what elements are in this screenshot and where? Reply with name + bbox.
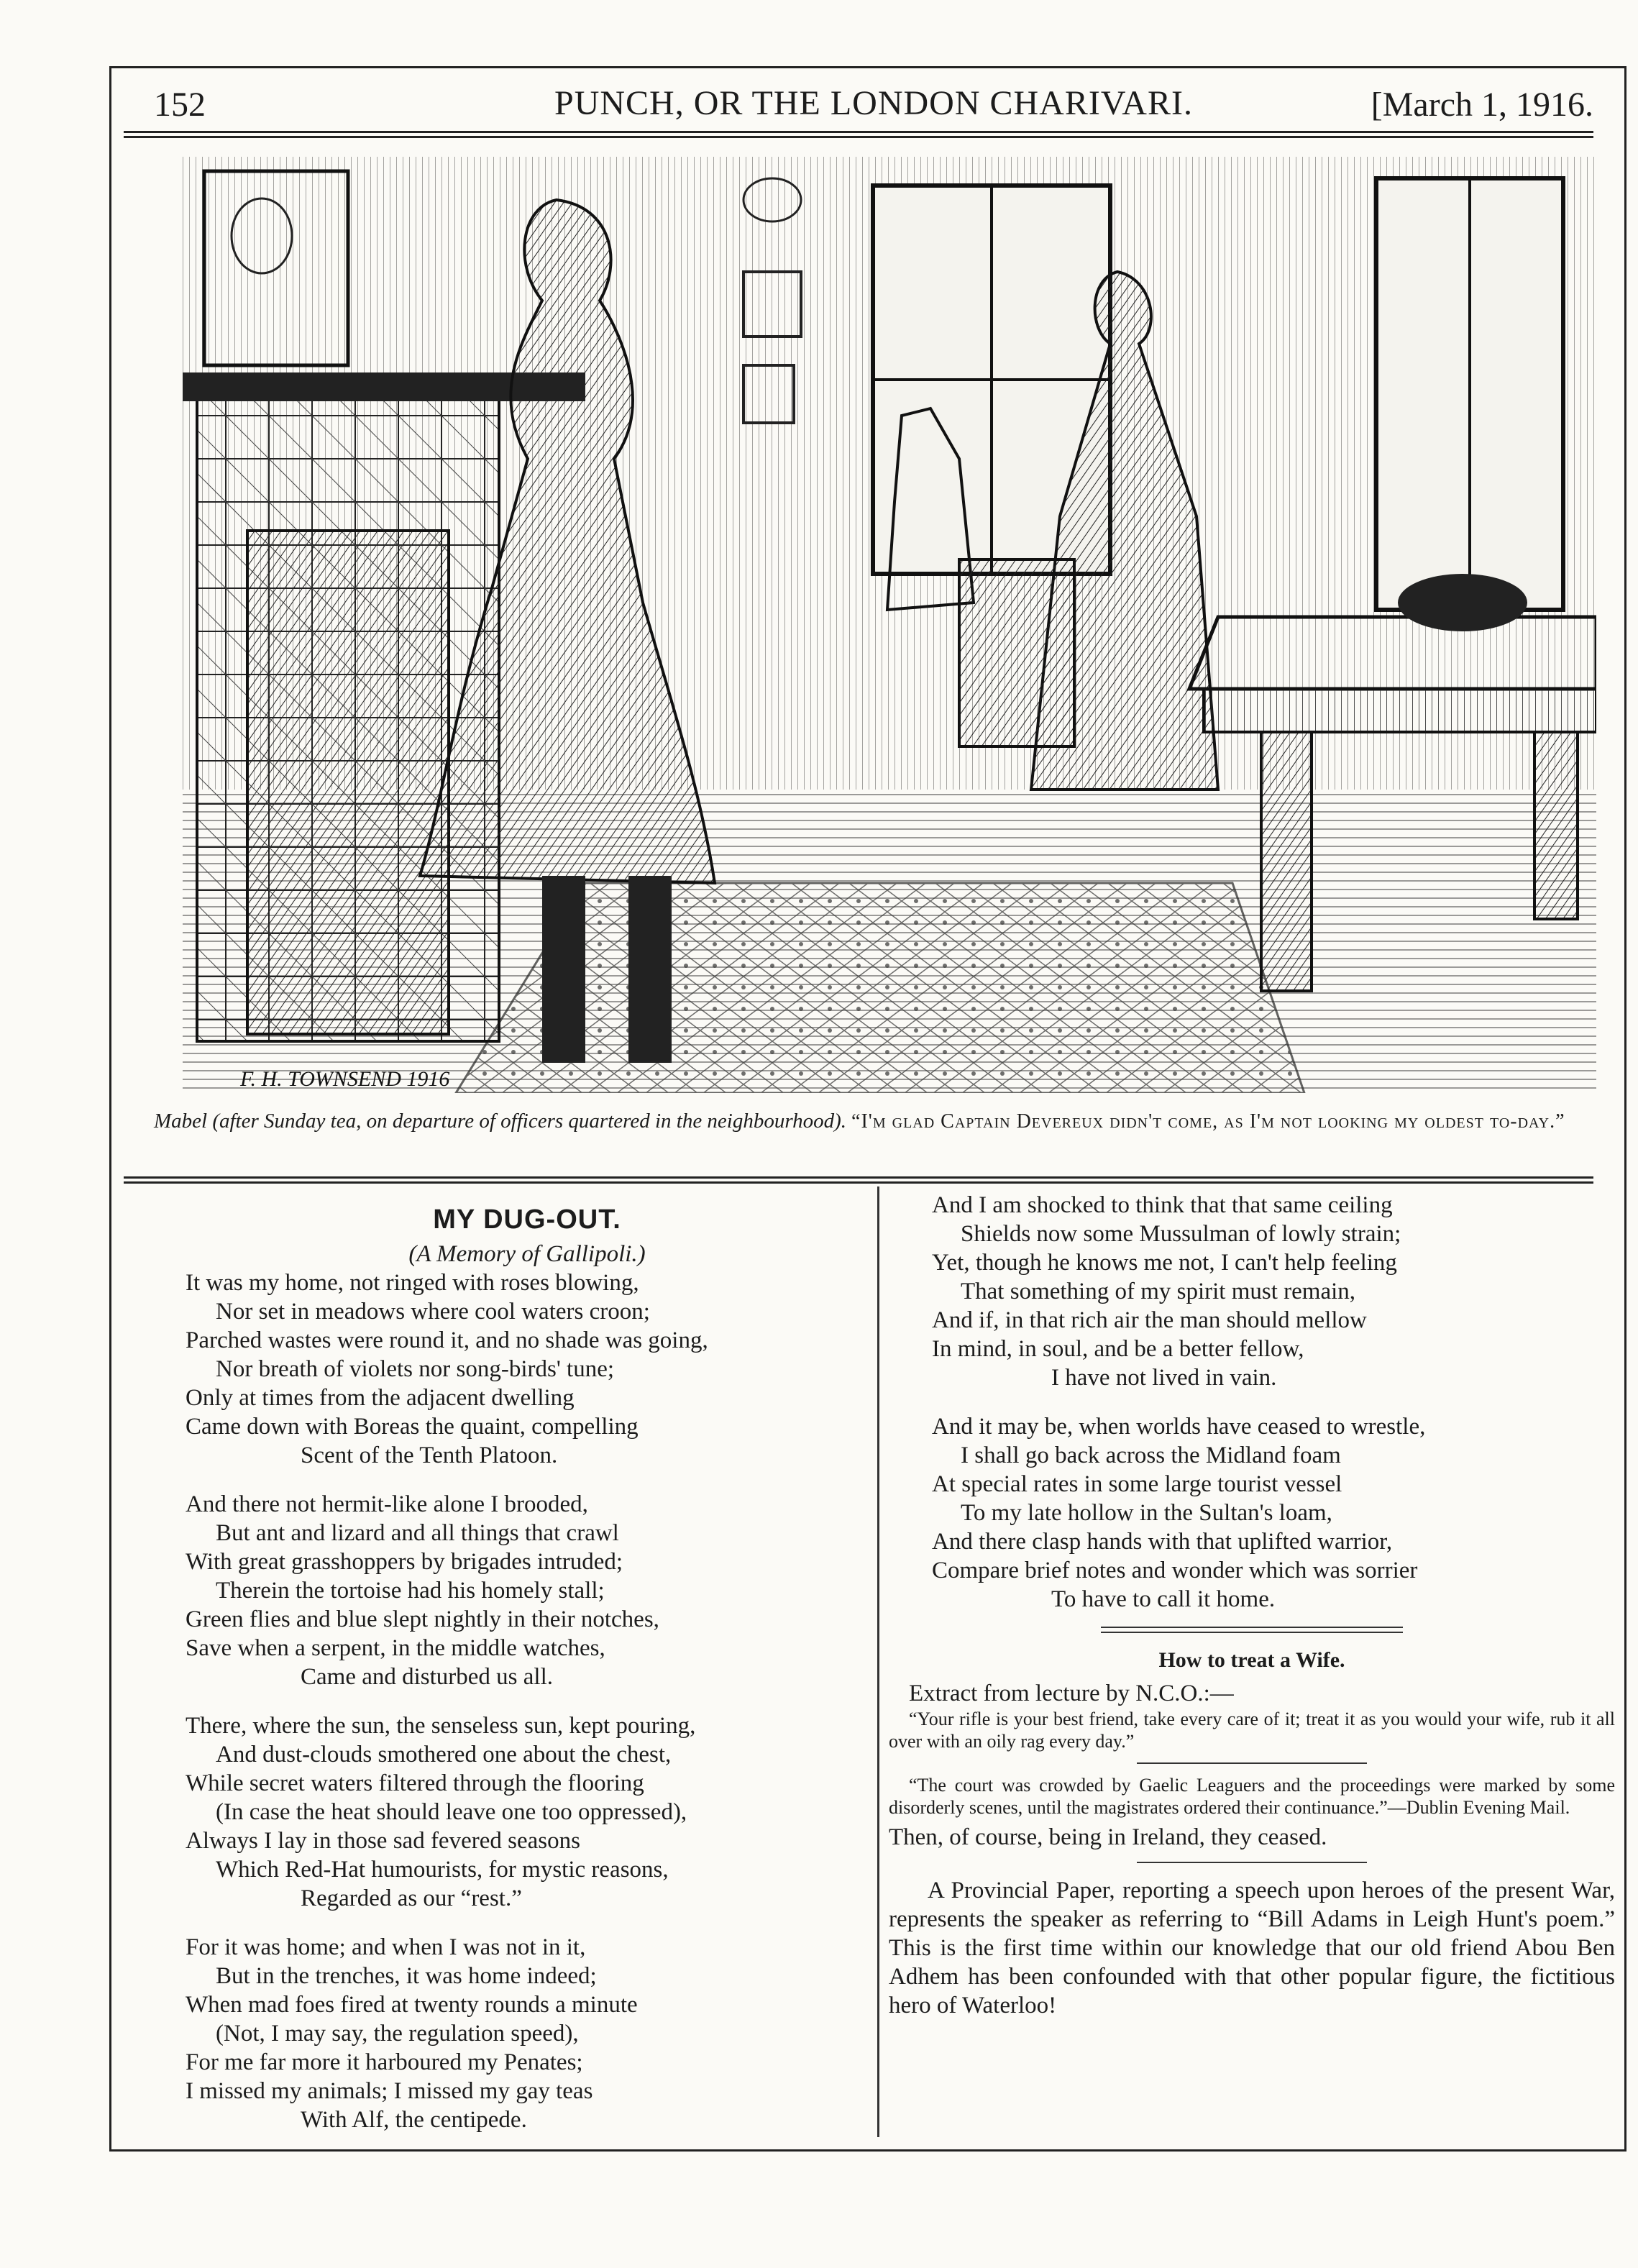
poem-line: Nor set in meadows where cool waters croon; (216, 1299, 650, 1325)
poem-line: For it was home; and when I was not in it, (186, 1934, 586, 1960)
poem-line: And dust-clouds smothered one about the chest, (216, 1742, 672, 1768)
poem-line: Therein the tortoise had his homely stall; (216, 1578, 605, 1604)
poem-line: At special rates in some large tourist vessel (932, 1471, 1342, 1497)
double-rule (1101, 1627, 1403, 1633)
short-rule (1137, 1762, 1367, 1764)
poem-line: Came down with Boreas the quaint, compelling (186, 1414, 639, 1440)
poem-line: I missed my animals; I missed my gay teas (186, 2078, 593, 2104)
poem-line: And if, in that rich air the man should mellow (932, 1307, 1367, 1333)
poem-line: And there clasp hands with that uplifted warrior, (932, 1529, 1393, 1555)
poem-line: To my late hollow in the Sultan's loam, (961, 1500, 1332, 1526)
poem-line: And it may be, when worlds have ceased to wrestle, (932, 1414, 1426, 1440)
poem-line: Scent of the Tenth Platoon. (301, 1442, 558, 1468)
poem-line: Which Red-Hat humourists, for mystic reasons, (216, 1857, 669, 1883)
poem-subtitle: (A Memory of Gallipoli.) (408, 1241, 646, 1267)
poem-line: And I am shocked to think that that same ceiling (932, 1192, 1393, 1218)
artist-signature: F. H. TOWNSEND 1916 (240, 1067, 450, 1091)
poem-line: With Alf, the centipede. (301, 2107, 527, 2133)
running-header (154, 81, 1593, 131)
issue-date: [March 1, 1916. (1371, 86, 1593, 124)
poem-line: Save when a serpent, in the middle watches, (186, 1635, 605, 1661)
caption-speaker: Mabel (after Sunday tea, on departure of officers quartered in the neighbourhood). (154, 1110, 847, 1133)
poem-line: I have not lived in vain. (1051, 1365, 1277, 1391)
poem-line: While secret waters filtered through the flooring (186, 1770, 644, 1796)
court-comment: Then, of course, being in Ireland, they ceased. (889, 1824, 1327, 1850)
poem-line: Compare brief notes and wonder which was sorrier (932, 1558, 1418, 1583)
poem-line: In mind, in soul, and be a better fellow, (932, 1336, 1304, 1362)
header-rule (124, 131, 1593, 138)
poem-line: (In case the heat should leave one too oppressed), (216, 1799, 687, 1825)
poem-line: That something of my spirit must remain, (961, 1279, 1356, 1304)
poem-line: With great grasshoppers by brigades intruded; (186, 1549, 623, 1575)
poem-line: It was my home, not ringed with roses blowing, (186, 1270, 639, 1296)
caption-quote: “I'm glad Captain Devereux didn't come, as I'm not looking my oldest to-day.” (851, 1110, 1565, 1133)
poem-line: But in the trenches, it was home indeed; (216, 1963, 597, 1989)
short-rule (1137, 1862, 1367, 1863)
poem-line: I shall go back across the Midland foam (961, 1442, 1341, 1468)
poem-line: (Not, I may say, the regulation speed), (216, 2021, 579, 2047)
poem-line: Nor breath of violets nor song-birds' tune; (216, 1356, 615, 1382)
poem-line: Came and disturbed us all. (301, 1664, 554, 1690)
cartoon-illustration (183, 157, 1596, 1093)
court-quote: “The court was crowded by Gaelic Leaguers and the proceedings were marked by some disorderly scenes, until the magistrates ordered their continuance.”—Dublin Evening Mail. (889, 1775, 1615, 1818)
poem-line: For me far more it harboured my Penates; (186, 2049, 583, 2075)
wife-quote: “Your rifle is your best friend, take every care of it; treat it as you would your wife, rub it all over with an oily rag every day.” (889, 1709, 1615, 1752)
wife-title: How to treat a Wife. (1158, 1648, 1345, 1672)
column-divider (877, 1186, 879, 2137)
poem-column-left (186, 1205, 869, 2134)
poem-title: MY DUG-OUT. (433, 1204, 621, 1235)
poem-line: Yet, though he knows me not, I can't help feeling (932, 1250, 1397, 1276)
wife-intro: Extract from lecture by N.C.O.:— (909, 1681, 1234, 1706)
poem-line: But ant and lizard and all things that crawl (216, 1520, 619, 1546)
page-number: 152 (154, 86, 206, 124)
poem-line: When mad foes fired at twenty rounds a minute (186, 1992, 638, 2018)
poem-line: And there not hermit-like alone I brooded, (186, 1491, 588, 1517)
poem-line: Parched wastes were round it, and no shade was going, (186, 1327, 708, 1353)
poem-line: Always I lay in those sad fevered seasons (186, 1828, 580, 1854)
poem-line: Regarded as our “rest.” (301, 1885, 522, 1911)
provincial-paragraph: A Provincial Paper, reporting a speech upon heroes of the present War, represents the speaker as referring to “Bill Adams in Leigh Hunt's poem.” This is the first time within our knowledge that our old friend Abou Ben Adhem has been confounded with that other popular figure, the fictitious hero of Waterloo! (889, 1878, 1615, 2018)
section-rule (124, 1176, 1593, 1184)
journal-title: PUNCH, OR THE LONDON CHARIVARI. (554, 84, 1193, 122)
poem-line: To have to call it home. (1051, 1586, 1276, 1612)
right-column (889, 1191, 1615, 2020)
cartoon-caption (154, 1107, 1593, 1135)
poem-line: Only at times from the adjacent dwelling (186, 1385, 575, 1411)
poem-line: Shields now some Mussulman of lowly strain; (961, 1221, 1401, 1247)
poem-line: Green flies and blue slept nightly in their notches, (186, 1606, 659, 1632)
poem-line: There, where the sun, the senseless sun, kept pouring, (186, 1713, 696, 1739)
